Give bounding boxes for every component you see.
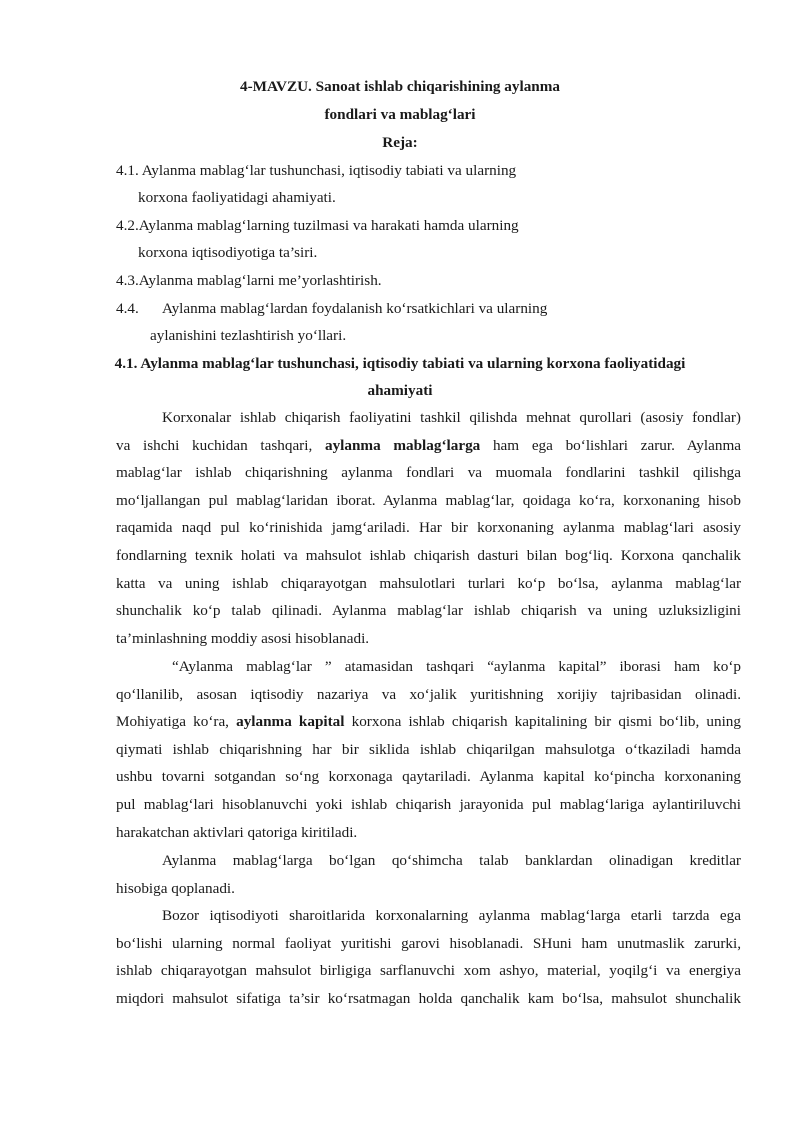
paragraph-p4-line-1: Bozor iqtisodiyoti sharoitlarida korxonalarning aylanma mablag‘larga etarli tarzda ega <box>162 907 741 924</box>
text-run: korxona ishlab chiqarish kapitalining bir qismi bo‘lib, uning <box>344 713 741 730</box>
paragraph-p1-line-6: fondlarning texnik holati va mahsulot ishlab chiqarish dasturi bilan bog‘liq. Korxona qanchalik <box>116 547 741 564</box>
section-heading-line-2: ahamiyati <box>367 382 433 399</box>
text-run: va ishchi kuchidan tashqari, <box>116 437 325 454</box>
paragraph-p2-line-4: qiymati ishlab chiqarishning har bir siklida ishlab chiqarilgan mahsulotga o‘tkaziladi hamda <box>116 741 741 758</box>
paragraph-p2-line-3 <box>116 712 741 732</box>
paragraph-p4-line-3: ishlab chiqarayotgan mahsulot birligiga sarflanuvchi xom ashyo, material, yoqilg‘i va energiya <box>116 962 741 979</box>
document-title-line-2: fondlari va mablag‘lari <box>324 106 476 123</box>
text-run: Mohiyatiga ko‘ra, <box>116 713 237 730</box>
paragraph-p4-line-2: bo‘lishi ularning normal faoliyat yuritishi garovi hisoblanadi. SHuni ham unutmaslik zarurki, <box>116 935 741 952</box>
paragraph-p1-line-3: mablag‘lar ishlab chiqarishning aylanma fondlari va muomala fondlarini tashkil qilishga <box>116 464 741 481</box>
paragraph-p2-line-1: “Aylanma mablag‘lar ” atamasidan tashqari “aylanma kapital” iborasi ham ko‘p <box>172 658 741 675</box>
section-heading-line-1: 4.1. Aylanma mablag‘lar tushunchasi, iqtisodiy tabiati va ularning korxona faoliyatidagi <box>114 355 686 372</box>
paragraph-p1-line-5: raqamida naqd pul ko‘rinishida jamg‘ariladi. Har bir korxonaning aylanma mablag‘lari asosiy <box>116 519 741 536</box>
paragraph-p2-line-6: pul mablag‘lari hisoblanuvchi yoki ishlab chiqarish jarayonida pul mablag‘lariga aylantiriluvchi <box>116 796 741 813</box>
plan-item-1-cont: korxona faoliyatidagi ahamiyati. <box>138 189 336 206</box>
paragraph-p1-line-4: mo‘ljallangan pul mablag‘laridan iborat. Aylanma mablag‘lar, qoidaga ko‘ra, korxonaning hisob <box>116 492 741 509</box>
plan-item-4: Aylanma mablag‘lardan foydalanish ko‘rsatkichlari va ularning <box>162 300 548 317</box>
paragraph-p1-line-8: shunchalik ko‘p talab qilinadi. Aylanma mablag‘lar ishlab chiqarish va uning uzluksizligini <box>116 602 741 619</box>
plan-item-3: 4.3.Aylanma mablag‘larni me’yorlashtirish. <box>116 272 382 289</box>
plan-item-1: 4.1. Aylanma mablag‘lar tushunchasi, iqtisodiy tabiati va ularning <box>116 162 517 179</box>
plan-item-4-number: 4.4. <box>116 300 139 317</box>
paragraph-p1-line-2 <box>116 436 741 456</box>
text-run: ham ega bo‘lishlari zarur. Aylanma <box>480 437 742 454</box>
paragraph-p1-line-7: katta va uning ishlab chiqarayotgan mahsulotlari turlari ko‘p bo‘lsa, aylanma mablag‘lar <box>116 575 741 592</box>
plan-item-2-cont: korxona iqtisodiyotiga ta’siri. <box>138 244 318 261</box>
paragraph-p1-line-1: Korxonalar ishlab chiqarish faoliyatini tashkil qilishda mehnat qurollari (asosiy fondlar) <box>162 409 741 426</box>
paragraph-p1-line-9: ta’minlashning moddiy asosi hisoblanadi. <box>116 630 370 647</box>
plan-heading: Reja: <box>382 134 418 151</box>
paragraph-p2-line-2: qo‘llanilib, asosan iqtisodiy nazariya va xo‘jalik yuritishning xorijiy tajribasidan olinadi. <box>116 686 741 703</box>
document-title-line-1: 4-MAVZU. Sanoat ishlab chiqarishining aylanma <box>240 78 560 95</box>
paragraph-p2-line-7: harakatchan aktivlari qatoriga kiritiladi. <box>116 824 358 841</box>
plan-item-4-cont: aylanishini tezlashtirish yo‘llari. <box>150 327 347 344</box>
paragraph-p4-line-4: miqdori mahsulot sifatiga ta’sir ko‘rsatmagan holda qanchalik kam bo‘lsa, mahsulot shunchalik <box>116 990 741 1007</box>
bold-term: aylanma mablag‘larga <box>324 437 481 454</box>
paragraph-p3-line-2: hisobiga qoplanadi. <box>116 880 235 897</box>
paragraph-p3-line-1: Aylanma mablag‘larga bo‘lgan qo‘shimcha talab banklardan olinadigan kreditlar <box>162 852 741 869</box>
plan-item-2: 4.2.Aylanma mablag‘larning tuzilmasi va harakati hamda ularning <box>116 217 519 234</box>
paragraph-p2-line-5: ushbu tovarni sotgandan so‘ng korxonaga qaytariladi. Aylanma kapital ko‘pincha korxonaning <box>116 768 741 785</box>
bold-term: aylanma kapital <box>236 713 345 730</box>
